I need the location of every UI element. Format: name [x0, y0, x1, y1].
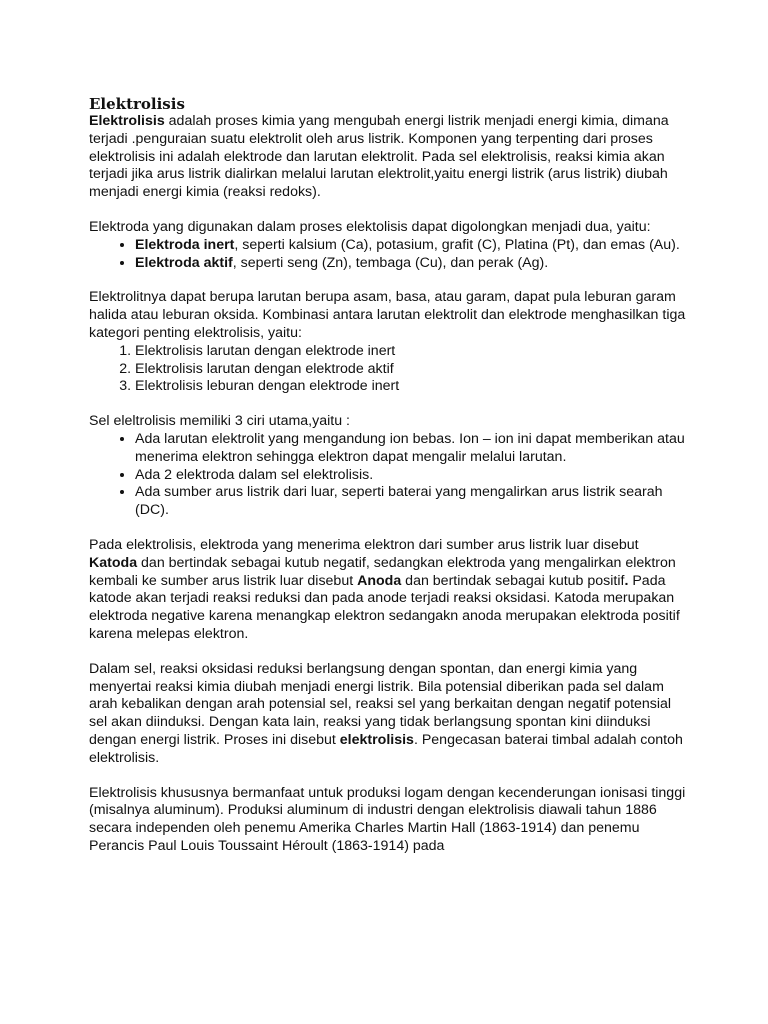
list-item: 1. Elektrolisis larutan dengan elektrode inert	[135, 343, 689, 361]
list-item: • Ada 2 elektroda dalam sel elektrolisis.	[135, 467, 689, 485]
paragraph-electrode-types: Elektroda yang digunakan dalam proses elektolisis dapat digolongkan menjadi dua, yaitu:	[89, 218, 651, 235]
paragraph-spontaneous: Dalam sel, reaksi oksidasi reduksi berlangsung dengan spontan, dan energi kimia yang menyertai reaksi kimia diubah menjadi energi listrik. Bila potensial diberikan pada sel dalam arah kebalikan dengan arah potensial sel, reaksi sel yang berkaitan dengan negatif potensial sel akan diinduksi. Dengan kata lain, reaksi yang tidak berlangsung spontan kini diinduksi dengan energi listrik. Proses ini disebut elektrolisis. Pengecasan baterai timbal adalah contoh elektrolisis.	[89, 660, 683, 766]
list-item: • Elektroda inert, seperti kalsium (Ca), potasium, grafit (C), Platina (Pt), dan emas (Au).	[135, 237, 689, 255]
paragraph-aluminum: Elektrolisis khususnya bermanfaat untuk produksi logam dengan kecenderungan ionisasi tinggi (misalnya aluminum). Produksi aluminum di industri dengan elektrolisis diawali tahun 1886 secara independen oleh penemu Amerika Charles Martin Hall (1863-1914) dan penemu Perancis Paul Louis Toussaint Héroult (1863-1914) pada	[89, 784, 686, 854]
list-item: 3. Elektrolisis leburan dengan elektrode inert	[135, 378, 689, 396]
term-elektrolisis-inline: elektrolisis	[339, 731, 414, 748]
list-item: • Ada larutan elektrolit yang mengandung ion bebas. Ion – ion ini dapat memberikan atau menerima elektron sehingga elektron dapat mengalir melalui larutan.	[135, 431, 689, 467]
feature-list	[89, 431, 689, 520]
paragraph-definition: Elektrolisis adalah proses kimia yang mengubah energi listrik menjadi energi kimia, dimana terjadi .penguraian suatu elektrolit oleh arus listrik. Komponen yang terpenting dari proses elektrolisis ini adalah elektrode dan larutan elektrolit. Pada sel elektrolisis, reaksi kimia akan terjadi jika arus listrik dialirkan melalui larutan elektrolit,yaitu energi listrik (arus listrik) diubah menjadi energi kimia (reaksi redoks).	[89, 113, 669, 201]
term-katoda: Katoda	[89, 554, 138, 571]
list-item: 2. Elektrolisis larutan dengan elektrode aktif	[135, 361, 689, 379]
paragraph-katoda-anoda: Pada elektrolisis, elektroda yang menerima elektron dari sumber arus listrik luar disebut Katoda dan bertindak sebagai kutub negatif, sedangkan elektroda yang mengalirkan elektron kembali ke sumber arus listrik luar disebut Anoda dan bertindak sebagai kutub positif. Pada katode akan terjadi reaksi reduksi dan pada anode terjadi reaksi oksidasi. Katoda merupakan elektroda negative karena menangkap elektron sedangakn anoda merupakan elektroda positif karena melepas elektron.	[89, 536, 680, 642]
list-item: • Ada sumber arus listrik dari luar, seperti baterai yang mengalirkan arus listrik searah (DC).	[135, 484, 689, 520]
list-item: • Elektroda aktif, seperti seng (Zn), tembaga (Cu), dan perak (Ag).	[135, 255, 689, 273]
electrode-list	[89, 237, 689, 273]
document-body	[89, 95, 689, 856]
category-list	[89, 343, 689, 396]
document-title: Elektrolisis	[89, 95, 185, 113]
term-anoda: Anoda	[357, 572, 402, 589]
paragraph-electrolyte: Elektrolitnya dapat berupa larutan berupa asam, basa, atau garam, dapat pula leburan garam halida atau leburan oksida. Kombinasi antara larutan elektrolit dan elektrode menghasilkan tiga kategori penting elektrolisis, yaitu:	[89, 289, 686, 341]
paragraph-cell-features: Sel eleltrolisis memiliki 3 ciri utama,yaitu :	[89, 413, 350, 430]
term-elektrolisis: Elektrolisis	[89, 113, 165, 129]
